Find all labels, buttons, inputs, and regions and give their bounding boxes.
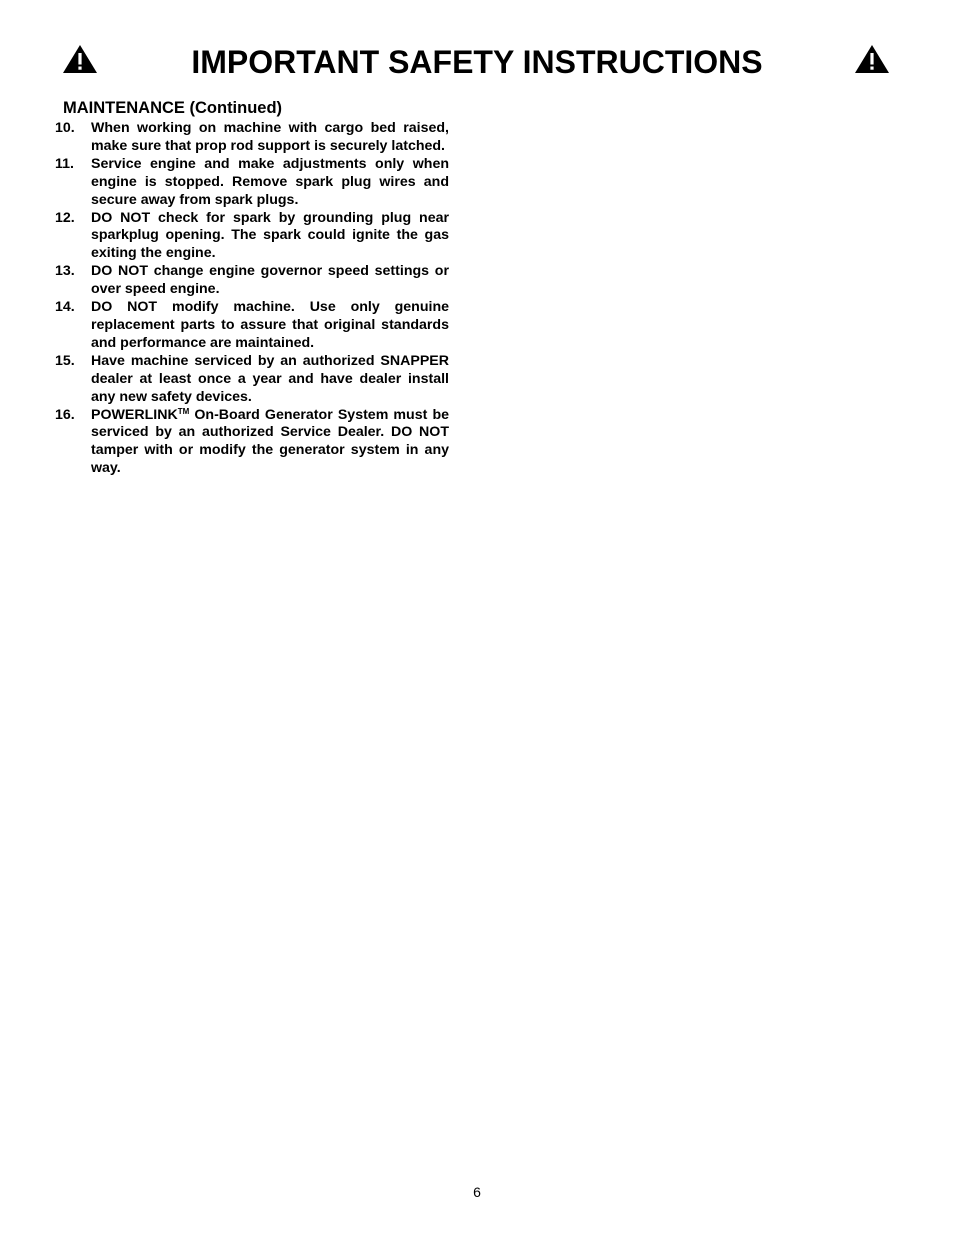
item-number: 15. xyxy=(55,352,75,369)
item-number: 10. xyxy=(55,120,75,136)
item-number: 16. xyxy=(55,406,75,423)
list-item xyxy=(55,263,449,299)
item-text: DO NOT change engine governor speed settings or over speed engine. xyxy=(91,263,449,298)
list-item xyxy=(55,120,449,156)
list-item xyxy=(55,353,449,407)
page-number: 6 xyxy=(473,1184,481,1200)
item-number: 13. xyxy=(55,263,75,280)
item-number: 12. xyxy=(55,209,75,226)
section-heading: MAINTENANCE (Continued) xyxy=(63,99,283,117)
item-text-body: On-Board Generator System must be serviced by an authorized Service Dealer. DO NOT tamper with or modify the generator system in any way. xyxy=(91,406,449,477)
item-number: 14. xyxy=(55,299,75,316)
list-item xyxy=(55,407,449,479)
trademark-symbol: TM xyxy=(177,406,190,416)
item-text: DO NOT check for spark by grounding plug near sparkplug opening. The spark could ignite the gas exiting the engine. xyxy=(91,209,449,262)
list-item xyxy=(55,299,449,353)
brand-name: POWERLINK xyxy=(91,406,178,423)
item-text: Have machine serviced by an authorized SNAPPER dealer at least once a year and have dealer install any new safety devices. xyxy=(91,352,449,405)
item-number: 11. xyxy=(55,155,74,172)
item-text xyxy=(91,407,449,479)
item-text: Service engine and make adjustments only when engine is stopped. Remove spark plug wires and secure away from spark plugs. xyxy=(91,155,449,208)
item-text: DO NOT modify machine. Use only genuine replacement parts to assure that original standards and performance are maintained. xyxy=(91,299,449,351)
list-item xyxy=(55,210,449,264)
warning-triangle-icon xyxy=(854,44,890,74)
page-title: IMPORTANT SAFETY INSTRUCTIONS xyxy=(191,44,763,80)
item-text: When working on machine with cargo bed raised, make sure that prop rod support is securely latched. xyxy=(91,120,449,154)
list-item xyxy=(55,156,449,210)
instruction-list xyxy=(55,120,449,478)
